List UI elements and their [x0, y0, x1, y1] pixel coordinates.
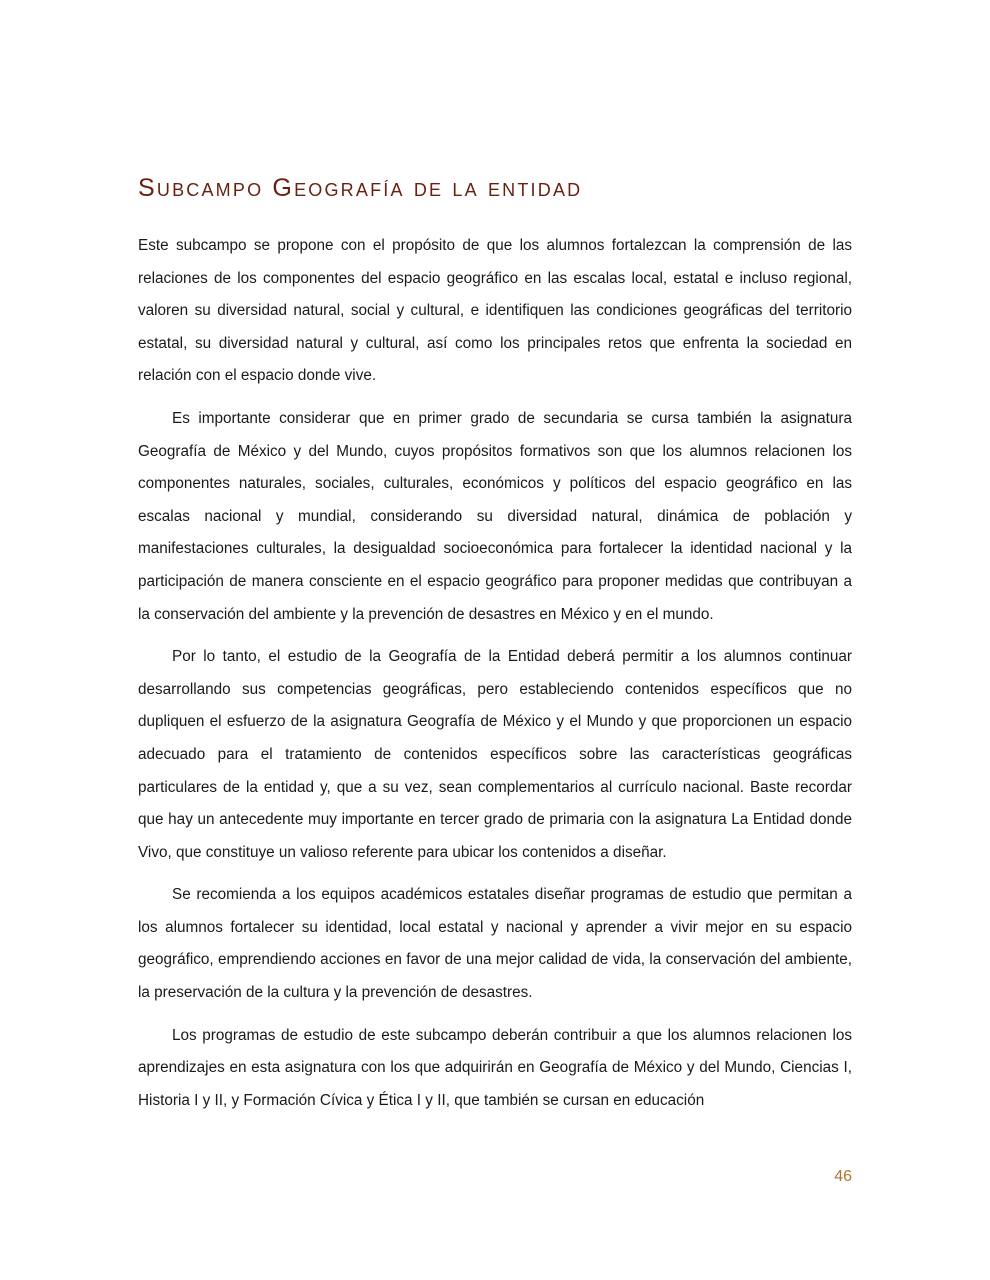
section-heading: Subcampo Geografía de la entidad [138, 174, 583, 202]
paragraph-5: Los programas de estudio de este subcampo deberán contribuir a que los alumnos relacionen los aprendizajes en esta asignatura con los que adquirirán en Geografía de México y del Mundo, Ciencias I, Historia I y II, y Formación Cívica y Ética I y II, que también se cursan en educación [138, 1026, 852, 1109]
paragraph-2: Es importante considerar que en primer grado de secundaria se cursa también la asignatura Geografía de México y del Mundo, cuyos propósitos formativos son que los alumnos relacionen los componentes naturales, sociales, culturales, económicos y políticos del espacio geográfico en las escalas nacional y mundial, considerando su diversidad natural, dinámica de población y manifestaciones culturales, la desigualdad socioeconómica para fortalecer la identidad nacional y la participación de manera consciente en el espacio geográfico para proponer medidas que contribuyan a la conservación del ambiente y la prevención de desastres en México y en el mundo. [138, 409, 852, 623]
body-text [138, 230, 852, 1127]
paragraph-1: Este subcampo se propone con el propósito de que los alumnos fortalezcan la comprensión de las relaciones de los componentes del espacio geográfico en las escalas local, estatal e incluso regional, valoren su diversidad natural, social y cultural, e identifiquen las condiciones geográficas del territorio estatal, su diversidad natural y cultural, así como los principales retos que enfrenta la sociedad en relación con el espacio donde vive. [138, 237, 852, 385]
paragraph-4: Se recomienda a los equipos académicos estatales diseñar programas de estudio que permitan a los alumnos fortalecer su identidad, local estatal y nacional y aprender a vivir mejor en su espacio geográfico, emprendiendo acciones en favor de una mejor calidad de vida, la conservación del ambiente, la preservación de la cultura y la prevención de desastres. [138, 886, 852, 1002]
page-number: 46 [834, 1168, 852, 1185]
document-page [138, 0, 852, 1280]
paragraph-3: Por lo tanto, el estudio de la Geografía de la Entidad deberá permitir a los alumnos continuar desarrollando sus competencias geográficas, pero estableciendo contenidos específicos que no dupliquen el esfuerzo de la asignatura Geografía de México y el Mundo y que proporcionen un espacio adecuado para el tratamiento de contenidos específicos sobre las características geográficas particulares de la entidad y, que a su vez, sean complementarios al currículo nacional. Baste recordar que hay un antecedente muy importante en tercer grado de primaria con la asignatura La Entidad donde Vivo, que constituye un valioso referente para ubicar los contenidos a diseñar. [138, 648, 852, 861]
